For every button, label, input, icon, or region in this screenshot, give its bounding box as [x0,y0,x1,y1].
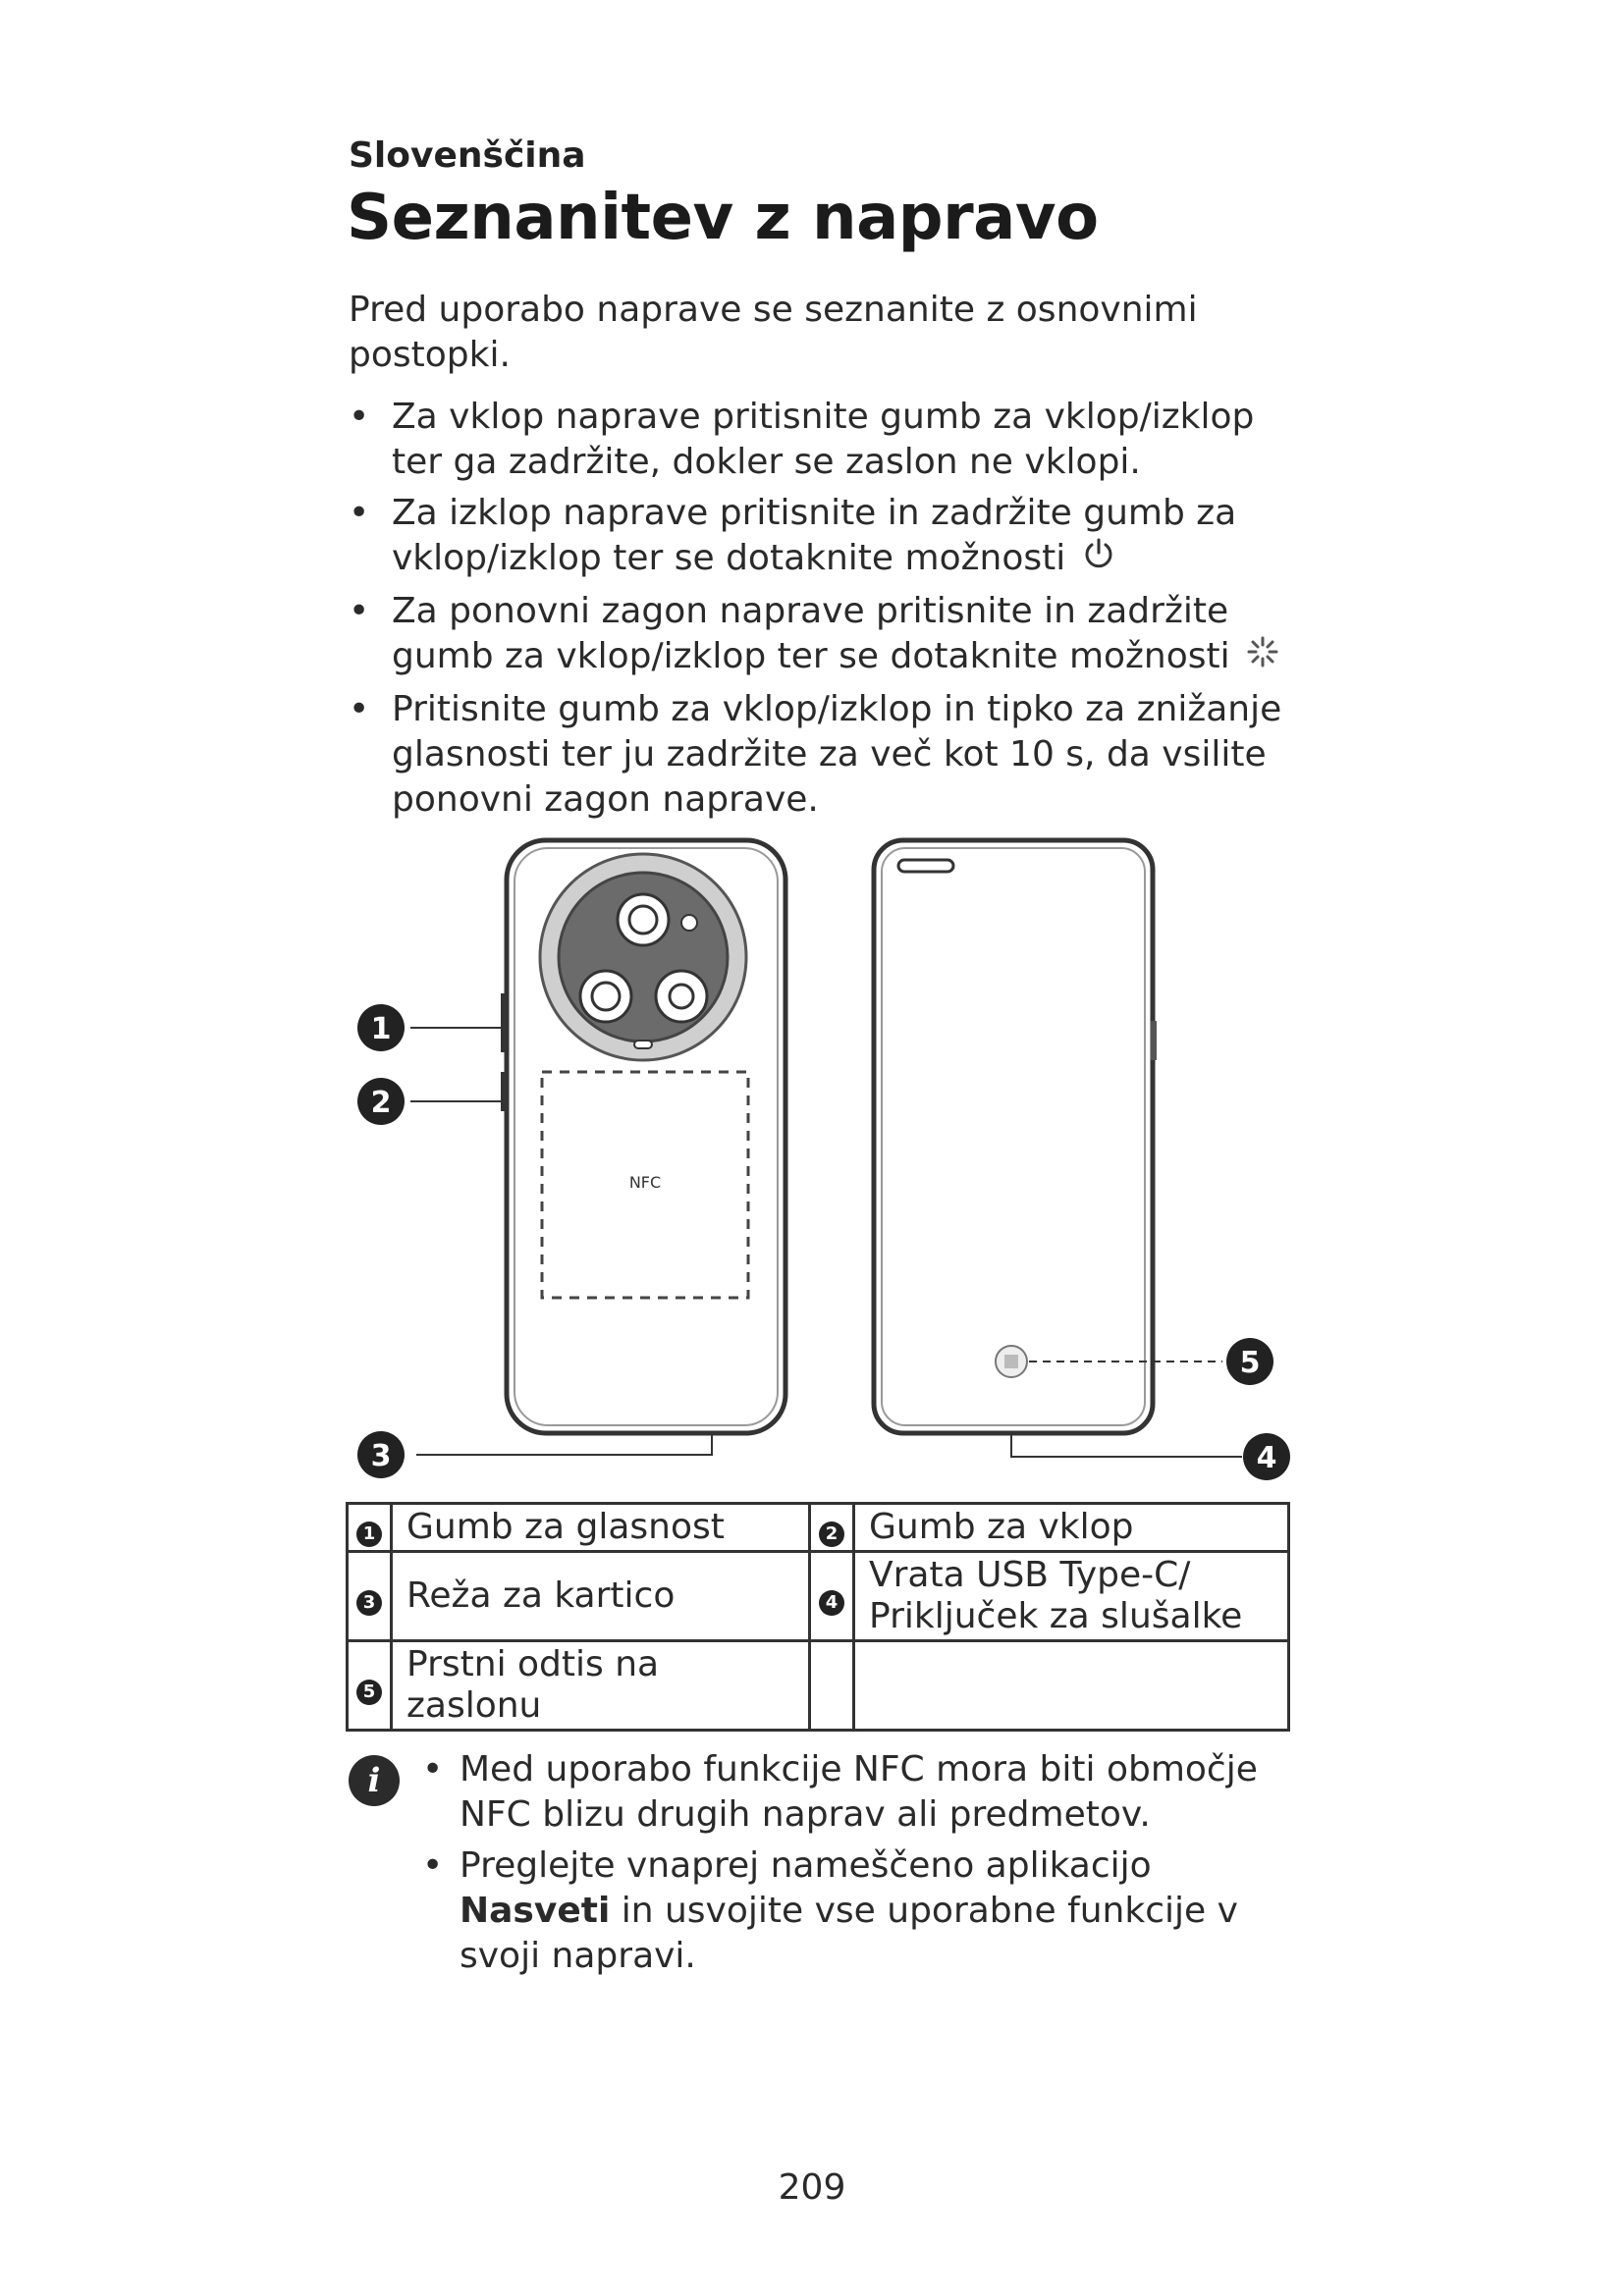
callout-4 [1243,1433,1290,1480]
front-camera [898,860,953,872]
page-title: Seznanitev z napravo [347,182,1099,254]
list-item-text: Za vklop naprave pritisnite gumb za vklop/izklop ter ga zadržite, dokler se zaslon ne vklopi. [392,397,1255,482]
device-diagram [324,825,1306,1512]
note-list [422,1747,1306,1985]
note-text: Med uporabo funkcije NFC mora biti območje NFC blizu drugih naprav ali predmetov. [460,1749,1258,1835]
svg-text:5: 5 [1239,1346,1261,1380]
legend-number: 3 [356,1590,382,1616]
list-item: • Za ponovni zagon naprave pritisnite in zadržite gumb za vklop/izklop ter se dotaknite možnosti [349,589,1291,681]
list-item: • Med uporabo funkcije NFC mora biti območje NFC blizu drugih naprav ali predmetov. [422,1749,1258,1835]
callout-3 [357,1431,405,1478]
page-number: 209 [778,2167,846,2208]
volume-button-shape [501,993,509,1052]
callout-1 [357,1004,405,1051]
list-item-text: Pritisnite gumb za vklop/izklop in tipko za znižanje glasnosti ter ju zadržite za več kot 10 s, da vsilite ponovni zagon naprave. [392,689,1282,820]
list-item-text: Za ponovni zagon naprave pritisnite in zadržite gumb za vklop/izklop ter se dotaknite možnosti [392,591,1230,676]
table-row [348,1504,1289,1552]
info-icon: i [349,1755,400,1806]
note-text-pre: Preglejte vnaprej nameščeno aplikacijo [460,1845,1152,1886]
language-heading: Slovenščina [349,135,586,176]
nfc-label: NFC [628,1173,662,1192]
app-name: Nasveti [460,1891,611,1931]
instruction-list [349,395,1291,828]
list-item: • Za vklop naprave pritisnite gumb za vklop/izklop ter ga zadržite, dokler se zaslon ne vklopi. [349,397,1255,482]
svg-text:1: 1 [370,1012,392,1046]
legend-number: 2 [819,1522,844,1547]
legend-cell: Gumb za vklop [854,1504,1289,1552]
legend-cell: Prstni odtis na zaslonu [392,1641,810,1731]
restart-icon [1245,634,1280,681]
legend-cell: Vrata USB Type-C/ Priključek za slušalke [854,1552,1289,1641]
list-item: • Za izklop naprave pritisnite in zadržite gumb za vklop/izklop ter se dotaknite možnosti [349,491,1291,583]
power-button-shape [501,1072,509,1111]
device-illustration [324,825,1306,1512]
legend-cell [854,1641,1289,1731]
svg-text:4: 4 [1256,1441,1277,1475]
list-item: • Pritisnite gumb za vklop/izklop in tipko za znižanje glasnosti ter ju zadržite za več kot 10 s, da vsilite ponovni zagon naprave. [349,689,1282,820]
callout-2 [357,1078,405,1125]
intro-paragraph: Pred uporabo naprave se seznanite z osnovnimi postopki. [349,290,1198,375]
power-icon [1081,536,1116,583]
legend-cell: Gumb za glasnost [392,1504,810,1552]
legend-cell: Reža za kartico [392,1552,810,1641]
table-row [348,1552,1289,1641]
legend-number: 4 [819,1590,844,1616]
list-item: • Preglejte vnaprej nameščeno aplikacijo Nasveti in usvojite vse uporabne funkcije v svoji napravi. [422,1845,1238,1976]
legend-number: 1 [356,1522,382,1547]
note-text-post: in usvojite vse uporabne funkcije v svoji napravi. [460,1891,1238,1976]
list-item-text: Za izklop naprave pritisnite in zadržite gumb za vklop/izklop ter se dotaknite možnosti [392,493,1237,578]
phone-front [874,840,1153,1433]
callout-5 [1226,1338,1273,1385]
legend-number: 5 [356,1680,382,1705]
svg-text:2: 2 [370,1086,392,1120]
parts-legend-table [346,1502,1290,1732]
svg-text:3: 3 [370,1439,392,1473]
table-row [348,1641,1289,1731]
